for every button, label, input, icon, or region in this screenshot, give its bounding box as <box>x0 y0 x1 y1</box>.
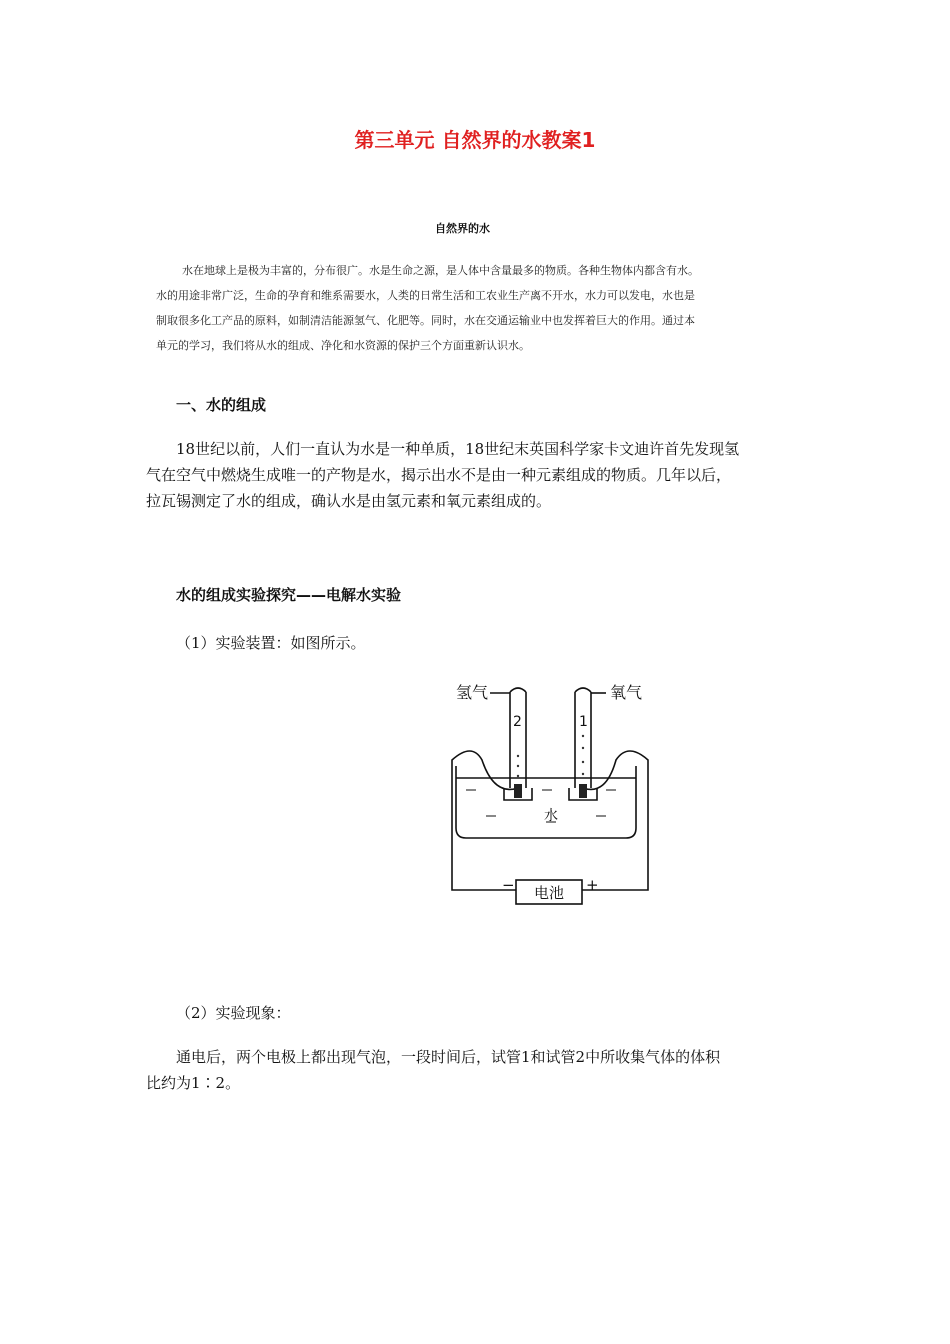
oxygen-label: 氧气 <box>610 683 643 702</box>
paragraph-line: 通电后，两个电极上都出现气泡，一段时间后，试管1和试管2中所收集气体的体积 <box>176 1048 721 1066</box>
right-electrode <box>579 784 587 798</box>
intro-paragraph <box>156 258 776 358</box>
paragraph-line: 气在空气中燃烧生成唯一的产物是水，揭示出水不是由一种元素组成的物质。几年以后， <box>146 466 732 484</box>
intro-line: 单元的学习，我们将从水的组成、净化和水资源的保护三个方面重新认识水。 <box>156 339 530 352</box>
minus-sign: − <box>502 876 515 894</box>
paragraph-line: 比约为1∶2。 <box>146 1074 241 1092</box>
water-label: 水 <box>544 808 558 824</box>
experiment-heading: 水的组成实验探究——电解水实验 <box>176 586 402 604</box>
plus-sign: + <box>586 876 599 894</box>
phenomenon-line: （2）实验现象： <box>176 1004 291 1022</box>
left-wire <box>452 751 518 890</box>
left-test-tube <box>510 688 526 788</box>
intro-line: 水的用途非常广泛，生命的孕育和维系需要水，人类的日常生活和工农业生产离不开水，水力可以发电，水也是 <box>156 289 695 302</box>
section-heading: 一、水的组成 <box>176 396 267 414</box>
paragraph-line: 拉瓦锡测定了水的组成，确认水是由氢元素和氧元素组成的。 <box>146 492 552 510</box>
tube-number-right: 1 <box>579 714 588 730</box>
phenomenon-paragraph <box>146 1044 806 1096</box>
apparatus-line: （1）实验装置：如图所示。 <box>176 634 366 652</box>
left-electrode <box>514 784 522 798</box>
electrolysis-diagram <box>446 676 656 916</box>
history-paragraph <box>146 436 806 514</box>
tube-number-left: 2 <box>513 714 522 730</box>
intro-line: 水在地球上是极为丰富的，分布很广。水是生命之源，是人体中含量最多的物质。各种生物体内都含有水。 <box>182 264 699 277</box>
section-subtitle: 自然界的水 <box>435 222 490 235</box>
battery-label: 电池 <box>534 884 565 902</box>
right-wire <box>582 751 648 890</box>
paragraph-line: 18世纪以前，人们一直认为水是一种单质，18世纪末英国科学家卡文迪许首先发现氢 <box>176 440 740 458</box>
intro-line: 制取很多化工产品的原料，如制清洁能源氢气、化肥等。同时，水在交通运输业中也发挥着巨大的作用。通过本 <box>156 314 695 327</box>
hydrogen-label: 氢气 <box>456 683 489 702</box>
page-title: 第三单元 自然界的水教案1 <box>354 128 596 152</box>
